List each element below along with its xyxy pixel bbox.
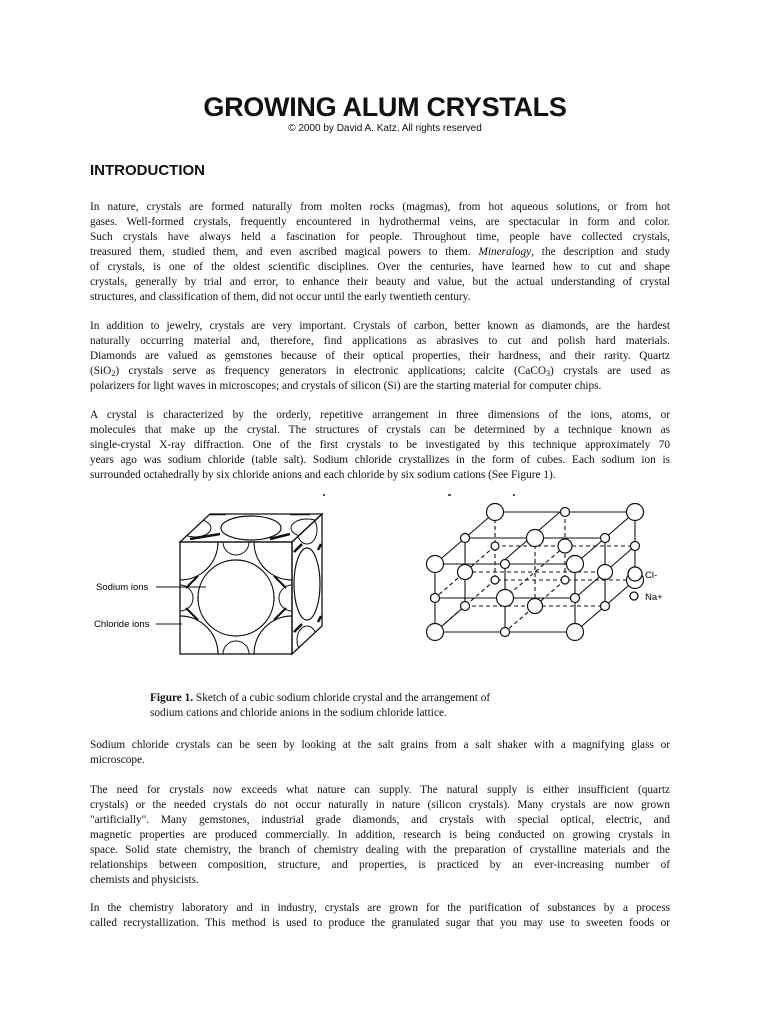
figure-1-caption (150, 691, 580, 721)
caption-text: Sketch of a cubic sodium chloride crystal and the arrangement of (193, 692, 491, 704)
text-fragment: treasured them, studied them, and even ascribed magical powers to them. (90, 246, 471, 258)
figure-1-illustration (90, 492, 680, 664)
text-line: A crystal is characterized by the orderly, repetitive arrangement in three dimensions of the ions, atoms, or (90, 409, 670, 421)
caption-text: sodium cations and chloride anions in the sodium chloride lattice. (150, 707, 447, 719)
italic-term: Mineralogy (478, 246, 532, 258)
text-fragment: , the description and study (531, 246, 670, 258)
caption-label: Figure 1. (150, 692, 194, 704)
legend-cl-symbol (628, 567, 642, 581)
text-line: crystals) or the needed crystals do not occur naturally in nature (silicon crystals). Many crystals are now grown (90, 799, 670, 811)
paragraph-5 (90, 783, 670, 888)
text-fragment: ) crystals serve as frequency generators in electronic applications; calcite (CaCO (115, 365, 547, 377)
text-line: surrounded octahedrally by six chloride anions and each chloride by six sodium cations (See Figure 1). (90, 469, 556, 481)
label-chloride-ions: Chloride ions (94, 619, 150, 630)
text-line: In nature, crystals are formed naturally from molten rocks (magmas), from hot aqueous solutions, or from hot (90, 201, 670, 213)
paragraph-6 (90, 901, 670, 931)
text-line: gases. Well-formed crystals, frequently encountered in hydrothermal veins, are spectacular in form and color. (90, 216, 670, 228)
text-fragment: (SiO (90, 365, 112, 377)
text-line: space. Solid state chemistry, the branch of chemistry dealing with the preparation of crystalline materials and the (90, 844, 670, 856)
text-line: Sodium chloride crystals can be seen by looking at the salt grains from a salt shaker with a magnifying glass or (90, 739, 670, 751)
text-line: crystals, generally by trial and error, to enhance their beauty and value, but the actual understanding of crystal (90, 276, 670, 288)
text-line (90, 245, 670, 260)
text-line: of crystals, is one of the oldest scientific disciplines. Over the centuries, have learned how to cut and shape (90, 261, 670, 273)
document-title: GROWING ALUM CRYSTALS (203, 92, 567, 122)
paragraph-3 (90, 408, 670, 483)
text-line: Such crystals have always held a fascination for people. Throughout time, people have collected crystals, (90, 231, 670, 243)
legend-na-symbol (630, 592, 638, 600)
text-line: relationships between composition, structure, and properties, is practiced by an ever-increasing number of (90, 859, 670, 871)
legend-na-label: Na+ (645, 592, 663, 603)
text-line: In addition to jewelry, crystals are very important. Crystals of carbon, better known as diamonds, are the hardest (90, 320, 670, 332)
paragraph-2 (90, 319, 670, 394)
subscript: 3 (546, 369, 551, 378)
text-line: microscope. (90, 754, 145, 766)
text-line: polarizers for light waves in microscopes; and crystals of silicon (Si) are the starting material for computer chips. (90, 380, 602, 392)
copyright-notice: © 2000 by David A. Katz. All rights reserved (288, 123, 482, 134)
text-line: naturally occurring material and, therefore, find applications as abrasives to cut and polish hard materials. (90, 335, 670, 347)
text-line: In the chemistry laboratory and in industry, crystals are grown for the purification of substances by a process (90, 902, 670, 914)
text-line: "artificially". Many gemstones, industrial grade diamonds, and crystals with special optical, electric, and (90, 814, 670, 826)
text-line: years ago was sodium chloride (table salt). Sodium chloride crystallizes in the form of cubes. Each sodium ion is (90, 454, 670, 466)
subscript: 2 (111, 369, 116, 378)
scan-artifacts (323, 494, 515, 496)
text-line: structures, and classification of them, did not occur until the early twentieth century. (90, 291, 471, 303)
paragraph-4 (90, 738, 670, 768)
text-fragment: ) crystals are used as (550, 365, 670, 377)
section-heading-introduction: INTRODUCTION (90, 162, 205, 179)
text-line: called recrystallization. This method is used to produce the granulated sugar that you may use to sweeten foods or (90, 917, 670, 929)
text-line (90, 364, 670, 379)
nacl-cube-sketch (142, 504, 330, 664)
text-line: chemists and physicists. (90, 874, 199, 886)
legend-cl-label: Cl- (645, 570, 658, 581)
text-line: magnetic properties are produced commercially. In addition, research is being conducted on growing crystals in (90, 829, 670, 841)
text-line: The need for crystals now exceeds what nature can supply. The natural supply is either insufficient (quartz (90, 784, 670, 796)
label-sodium-ions: Sodium ions (96, 582, 149, 593)
paragraph-1 (90, 200, 670, 305)
text-line: single-crystal X-ray diffraction. One of the first crystals to be investigated by this technique approximately 70 (90, 439, 670, 451)
text-line: molecules that make up the crystal. The structures of crystals can be determined by a technique known as (90, 424, 670, 436)
text-line: Diamonds are valued as gemstones because of their optical properties, their hardness, and their rarity. Quartz (90, 350, 670, 362)
